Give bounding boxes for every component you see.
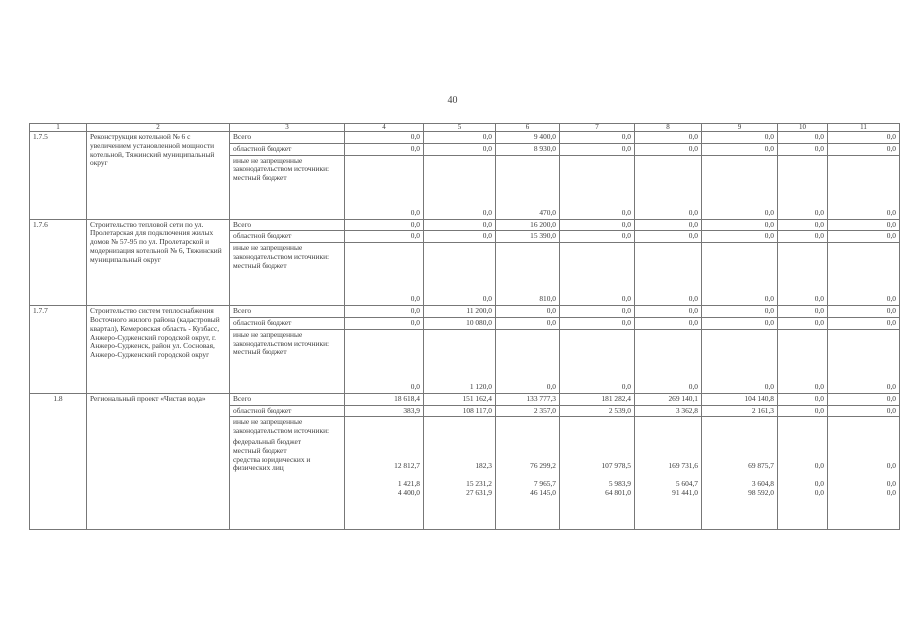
value-cell: 0,0 (702, 306, 778, 318)
federal-value: 76 299,2 (530, 461, 556, 471)
value-cell: 0,0 (828, 143, 900, 155)
value-cell: 0,0 (560, 329, 635, 393)
funding-source (230, 155, 345, 219)
federal-value: 182,3 (475, 461, 492, 471)
value-cell: 2 161,3 (702, 405, 778, 417)
value-cell: 0,0 (828, 317, 900, 329)
value-cell: 810,0 (496, 243, 560, 306)
value-cell: 9 400,0 (496, 132, 560, 144)
value-cell: 0,0 (828, 393, 900, 405)
value-cell: 0,0 (828, 243, 900, 306)
value-cell: 11 200,0 (424, 306, 496, 318)
row-title: Строительство тепловой сети по ул. Пролетарская для подключения жилых домов № 57-95 по ул. Пролетарской и модернизация котельной № 6, Тяжинский муниципальный округ (87, 219, 230, 306)
other-sources-label: иные не запрещенные законодательством источники: (233, 155, 330, 174)
funding-source: Всего (230, 132, 345, 144)
legal-funds-label: средства юридических и физических лиц (233, 454, 311, 473)
value-cell: 0,0 (702, 143, 778, 155)
value-cell: 0,0 (496, 317, 560, 329)
value-cell: 133 777,3 (496, 393, 560, 405)
row-code: 1.7.6 (30, 219, 87, 306)
funding-source (230, 329, 345, 393)
funding-source: областной бюджет (230, 317, 345, 329)
value-cell: 0,0 (635, 219, 702, 231)
local-value: 15 231,2 (466, 478, 492, 488)
federal-budget-label: федеральный бюджет (233, 436, 302, 446)
col-num: 6 (496, 124, 560, 132)
value-cell: 0,0 (560, 143, 635, 155)
row-code: 1.8 (30, 393, 87, 530)
other-sources-label: иные не запрещенные законодательством источники: (233, 417, 330, 436)
col-num: 11 (828, 124, 900, 132)
local-budget-label: местный бюджет (233, 445, 287, 455)
value-cell: 0,0 (635, 132, 702, 144)
value-cell: 0,0 (560, 243, 635, 306)
federal-value: 12 812,7 (394, 461, 420, 471)
value-cell: 0,0 (778, 231, 828, 243)
value-cell: 0,0 (424, 132, 496, 144)
value-cell: 0,0 (635, 243, 702, 306)
value-cell: 0,0 (560, 231, 635, 243)
value-cell: 0,0 (702, 132, 778, 144)
value-cell: 0,0 (778, 143, 828, 155)
value-cell: 0,0 (560, 219, 635, 231)
value-cell: 0,0 (828, 219, 900, 231)
column-number-row (30, 124, 900, 132)
value-cell: 16 200,0 (496, 219, 560, 231)
row-code: 1.7.7 (30, 306, 87, 394)
local-value: 0,0 (814, 478, 824, 488)
value-cell: 0,0 (345, 132, 424, 144)
value-cell: 0,0 (424, 219, 496, 231)
value-cell: 0,0 (635, 143, 702, 155)
value-cell: 0,0 (828, 132, 900, 144)
local-value: 5 604,7 (675, 478, 698, 488)
value-cell (424, 417, 496, 530)
value-cell: 0,0 (635, 155, 702, 219)
value-cell: 0,0 (702, 329, 778, 393)
value-cell: 0,0 (496, 329, 560, 393)
value-cell: 0,0 (778, 132, 828, 144)
local-value: 5 983,9 (608, 478, 631, 488)
value-cell: 0,0 (828, 306, 900, 318)
federal-value: 107 978,5 (601, 461, 631, 471)
col-num: 8 (635, 124, 702, 132)
funding-source: областной бюджет (230, 231, 345, 243)
value-cell: 0,0 (345, 231, 424, 243)
value-cell: 0,0 (778, 219, 828, 231)
value-cell: 0,0 (345, 317, 424, 329)
legal-value: 98 592,0 (748, 487, 774, 497)
value-cell: 108 117,0 (424, 405, 496, 417)
col-num: 10 (778, 124, 828, 132)
value-cell: 0,0 (702, 219, 778, 231)
value-cell: 0,0 (635, 329, 702, 393)
local-budget-label: местный бюджет (233, 173, 287, 183)
table-row (30, 219, 900, 231)
value-cell (635, 417, 702, 530)
col-num: 5 (424, 124, 496, 132)
value-cell (496, 417, 560, 530)
value-cell: 0,0 (828, 405, 900, 417)
funding-source: областной бюджет (230, 143, 345, 155)
value-cell: 0,0 (635, 306, 702, 318)
value-cell: 0,0 (345, 155, 424, 219)
value-cell: 0,0 (778, 306, 828, 318)
other-sources-label: иные не запрещенные законодательством источники: (233, 243, 330, 261)
value-cell (828, 417, 900, 530)
value-cell (702, 417, 778, 530)
value-cell (345, 417, 424, 530)
value-cell: 18 618,4 (345, 393, 424, 405)
value-cell: 0,0 (702, 317, 778, 329)
legal-value: 46 145,0 (530, 487, 556, 497)
legal-value: 4 400,0 (397, 487, 420, 497)
funding-source: Всего (230, 306, 345, 318)
value-cell: 0,0 (424, 243, 496, 306)
funding-source: Всего (230, 219, 345, 231)
value-cell: 0,0 (560, 155, 635, 219)
value-cell (778, 417, 828, 530)
value-cell: 0,0 (778, 317, 828, 329)
federal-value: 69 875,7 (748, 461, 774, 471)
legal-value: 0,0 (814, 487, 824, 497)
value-cell: 0,0 (496, 306, 560, 318)
local-value: 3 604,8 (751, 478, 774, 488)
value-cell: 0,0 (778, 393, 828, 405)
value-cell: 1 120,0 (424, 329, 496, 393)
value-cell: 0,0 (828, 231, 900, 243)
local-value: 1 421,8 (397, 478, 420, 488)
row-title: Реконструкция котельной № 6 с увеличением установленной мощности котельной, Тяжинский муниципальный округ (87, 132, 230, 220)
row-code: 1.7.5 (30, 132, 87, 220)
value-cell: 0,0 (702, 155, 778, 219)
value-cell: 10 080,0 (424, 317, 496, 329)
value-cell: 181 282,4 (560, 393, 635, 405)
federal-value: 169 731,6 (668, 461, 698, 471)
table-row (30, 132, 900, 144)
legal-value: 64 801,0 (605, 487, 631, 497)
value-cell: 104 140,8 (702, 393, 778, 405)
value-cell: 0,0 (424, 231, 496, 243)
funding-source: Всего (230, 393, 345, 405)
value-cell: 0,0 (702, 231, 778, 243)
value-cell: 151 162,4 (424, 393, 496, 405)
col-num: 1 (30, 124, 87, 132)
value-cell: 0,0 (560, 317, 635, 329)
value-cell: 0,0 (424, 155, 496, 219)
value-cell: 3 362,8 (635, 405, 702, 417)
table-row (30, 306, 900, 318)
value-cell: 383,9 (345, 405, 424, 417)
value-cell: 0,0 (560, 132, 635, 144)
value-cell: 0,0 (345, 219, 424, 231)
value-cell: 8 930,0 (496, 143, 560, 155)
other-sources-label: иные не запрещенные законодательством источники: (233, 329, 330, 348)
local-budget-label: местный бюджет (233, 260, 287, 270)
value-cell (560, 417, 635, 530)
funding-source: областной бюджет (230, 405, 345, 417)
federal-value: 0,0 (814, 461, 824, 471)
budget-table (29, 123, 900, 530)
value-cell: 0,0 (778, 329, 828, 393)
col-num: 4 (345, 124, 424, 132)
funding-source (230, 417, 345, 530)
value-cell: 269 140,1 (635, 393, 702, 405)
legal-value: 27 631,9 (466, 487, 492, 497)
row-title: Региональный проект «Чистая вода» (87, 393, 230, 530)
value-cell: 0,0 (702, 243, 778, 306)
local-value: 7 965,7 (533, 478, 556, 488)
row-title: Строительство систем теплоснабжения Восточного жилого района (кадастровый квартал), Кемеровская область - Кузбасс, Анжеро-Судженский городской округ, г. Анжеро-Судженск, район ул. Сосновая, Анжеро-Судженский городской округ (87, 306, 230, 394)
value-cell: 0,0 (424, 143, 496, 155)
value-cell: 0,0 (778, 243, 828, 306)
value-cell: 470,0 (496, 155, 560, 219)
funding-source (230, 243, 345, 306)
value-cell: 0,0 (345, 243, 424, 306)
value-cell: 0,0 (828, 155, 900, 219)
value-cell: 0,0 (345, 143, 424, 155)
local-value: 0,0 (886, 478, 896, 488)
page-number: 40 (447, 95, 458, 106)
col-num: 7 (560, 124, 635, 132)
value-cell: 15 390,0 (496, 231, 560, 243)
value-cell: 0,0 (828, 329, 900, 393)
col-num: 2 (87, 124, 230, 132)
local-budget-label: местный бюджет (233, 347, 287, 357)
legal-value: 0,0 (886, 487, 896, 497)
value-cell: 0,0 (345, 306, 424, 318)
value-cell: 0,0 (635, 231, 702, 243)
value-cell: 0,0 (778, 405, 828, 417)
col-num: 3 (230, 124, 345, 132)
legal-value: 91 441,0 (672, 487, 698, 497)
value-cell: 0,0 (635, 317, 702, 329)
col-num: 9 (702, 124, 778, 132)
value-cell: 0,0 (345, 329, 424, 393)
value-cell: 0,0 (778, 155, 828, 219)
value-cell: 2 357,0 (496, 405, 560, 417)
value-cell: 0,0 (560, 306, 635, 318)
federal-value: 0,0 (886, 461, 896, 471)
value-cell: 2 539,0 (560, 405, 635, 417)
table-row (30, 393, 900, 405)
